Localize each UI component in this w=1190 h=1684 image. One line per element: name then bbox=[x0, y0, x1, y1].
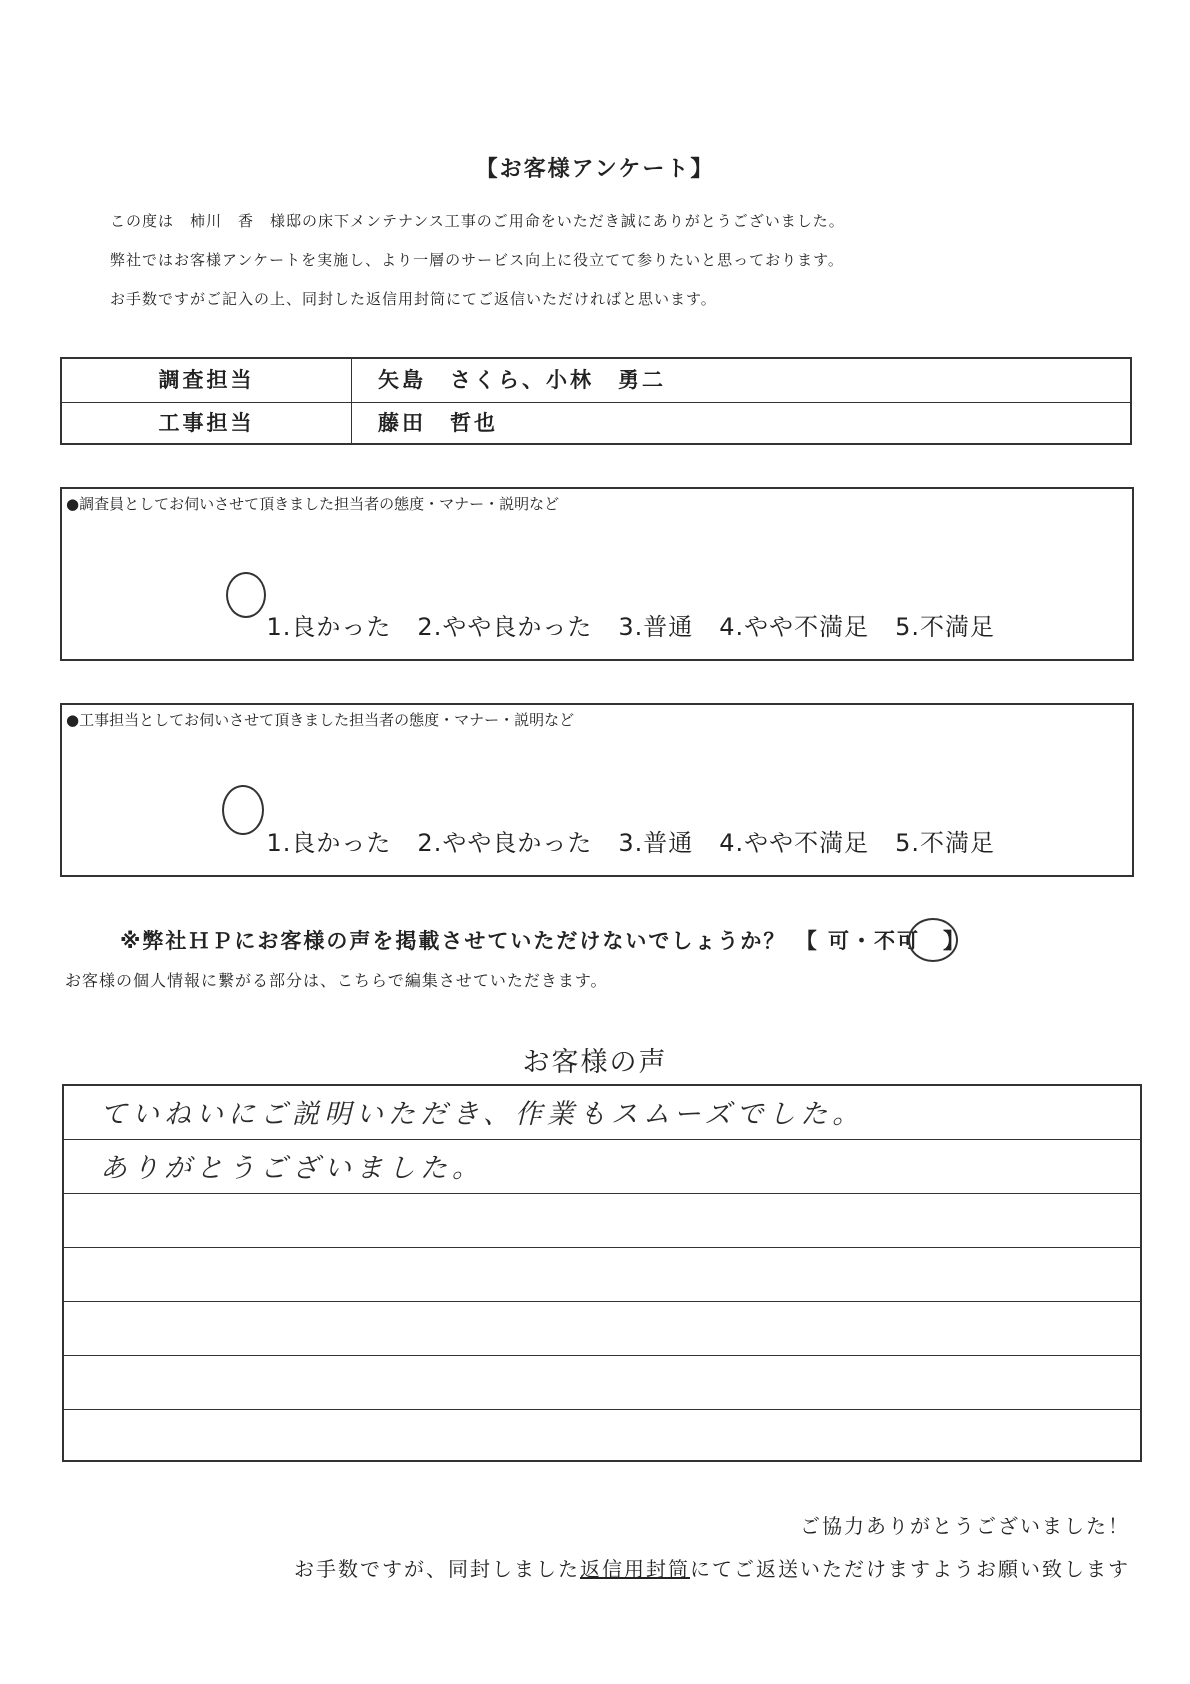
voice-line[interactable] bbox=[64, 1410, 1140, 1464]
intro-line-2: 弊社ではお客様アンケートを実施し、より一層のサービス向上に役立てて参りたいと思っております。 bbox=[110, 251, 844, 269]
rating-option[interactable]: 3.普通 bbox=[618, 829, 694, 857]
closing-request-before: お手数ですが、同封しました bbox=[294, 1557, 580, 1581]
selected-circle-mark bbox=[222, 785, 264, 835]
construction-staff-row bbox=[62, 402, 1130, 445]
rating-option[interactable]: 1.良かった bbox=[266, 829, 392, 857]
hp-selected-circle-mark bbox=[908, 918, 958, 962]
rating-option[interactable]: 2.やや良かった bbox=[417, 613, 593, 641]
intro-line-1: この度は 柿川 香 様邸の床下メンテナンス工事のご用命をいただき誠にありがとうございました。 bbox=[110, 212, 845, 230]
construction-staff-value: 藤田 哲也 bbox=[378, 411, 498, 435]
voice-handwriting: ありがとうございました。 bbox=[100, 1153, 484, 1184]
hp-option-no[interactable]: 不可 bbox=[874, 929, 921, 953]
return-envelope-text: 返信用封筒 bbox=[580, 1557, 690, 1581]
construction-staff-label: 工事担当 bbox=[62, 402, 352, 445]
bracket-open: 【 bbox=[795, 929, 819, 953]
closing-thanks: ご協力ありがとうございました！ bbox=[800, 1514, 1130, 1538]
hp-permission-question bbox=[120, 925, 966, 955]
construction-rating-box bbox=[60, 703, 1134, 877]
construction-rating-options bbox=[232, 795, 1021, 886]
survey-rating-options bbox=[232, 579, 1021, 670]
rating-option[interactable]: 5.不満足 bbox=[895, 613, 996, 641]
selected-circle-mark bbox=[226, 572, 266, 618]
survey-staff-label: 調査担当 bbox=[62, 359, 352, 402]
staff-table bbox=[60, 357, 1132, 445]
rating-option[interactable]: 2.やや良かった bbox=[417, 829, 593, 857]
closing-request bbox=[294, 1553, 1130, 1582]
voice-line[interactable] bbox=[64, 1140, 1140, 1194]
intro-line-3: お手数ですがご記入の上、同封した返信用封筒にてご返信いただければと思います。 bbox=[110, 290, 717, 308]
survey-rating-question: ●調査員としてお伺いさせて頂きました担当者の態度・マナー・説明など bbox=[66, 495, 560, 513]
voice-line[interactable] bbox=[64, 1194, 1140, 1248]
voice-title: お客様の声 bbox=[522, 1047, 668, 1078]
rating-option[interactable]: 3.普通 bbox=[618, 613, 694, 641]
rating-option[interactable]: 4.やや不満足 bbox=[719, 829, 870, 857]
construction-rating-question: ●工事担当としてお伺いさせて頂きました担当者の態度・マナー・説明など bbox=[66, 711, 575, 729]
voice-line[interactable] bbox=[64, 1086, 1140, 1140]
survey-rating-box bbox=[60, 487, 1134, 661]
survey-staff-row bbox=[62, 359, 1130, 403]
hp-option-yes[interactable]: 可 bbox=[828, 929, 852, 953]
rating-option[interactable]: 1.良かった bbox=[266, 613, 392, 641]
voice-line[interactable] bbox=[64, 1302, 1140, 1356]
hp-question-text: ※弊社ＨＰにお客様の声を掲載させていただけないでしょうか？ bbox=[120, 929, 787, 953]
voice-line[interactable] bbox=[64, 1356, 1140, 1410]
hp-privacy-note: お客様の個人情報に繋がる部分は、こちらで編集させていただきます。 bbox=[65, 971, 608, 990]
rating-option[interactable]: 5.不満足 bbox=[895, 829, 996, 857]
survey-staff-value: 矢島 さくら、小林 勇二 bbox=[378, 368, 666, 392]
voice-box bbox=[62, 1084, 1142, 1462]
closing-request-after: にてご返送いただけますようお願い致します bbox=[690, 1557, 1130, 1581]
voice-handwriting: ていねいにご説明いただき、作業もスムーズでした。 bbox=[100, 1099, 865, 1130]
survey-title: 【お客様アンケート】 bbox=[475, 157, 715, 182]
voice-line[interactable] bbox=[64, 1248, 1140, 1302]
bracket-close: 】 bbox=[943, 929, 967, 953]
rating-option[interactable]: 4.やや不満足 bbox=[719, 613, 870, 641]
separator: ・ bbox=[851, 929, 875, 953]
